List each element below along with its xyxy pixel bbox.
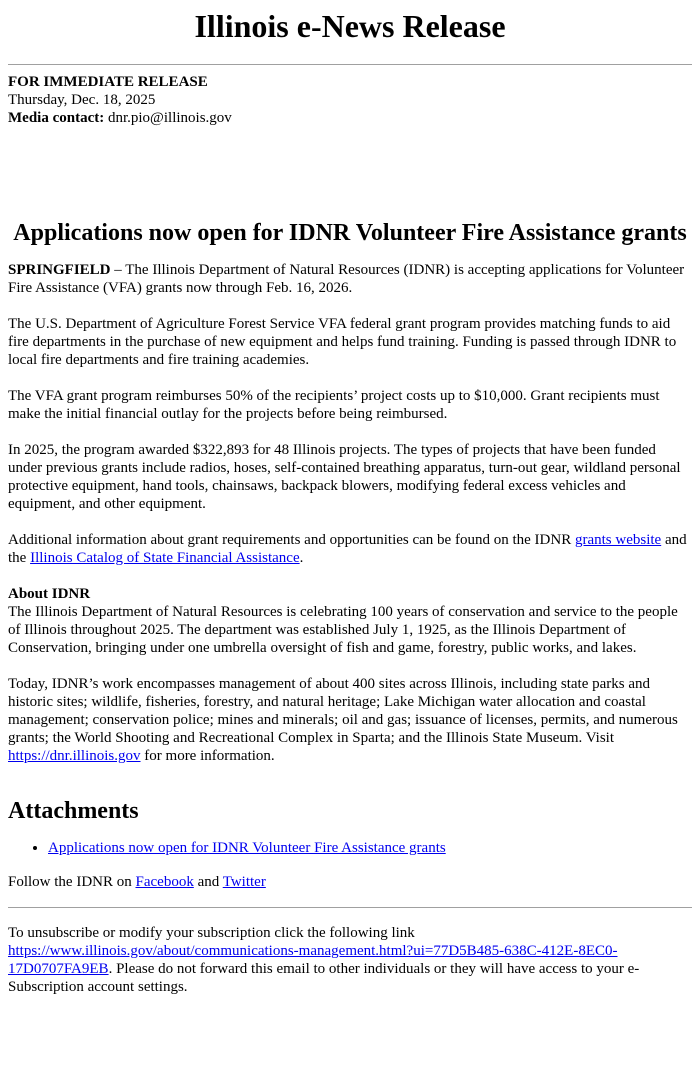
text-segment: .: [299, 550, 304, 566]
about-heading: About IDNR: [8, 586, 91, 602]
unsubscribe-note: [8, 924, 692, 996]
top-divider: [8, 64, 692, 65]
release-info: [8, 73, 692, 127]
article-paragraph: The VFA grant program reimburses 50% of the recipients’ project costs up to $10,000. Grant recipients must make the initial financial outlay for the projects before being reimbursed.: [8, 388, 660, 422]
article-headline: Applications now open for IDNR Volunteer Fire Assistance grants: [13, 220, 687, 246]
media-contact: [8, 109, 692, 127]
bottom-divider: [8, 907, 692, 908]
article-paragraph-links: [8, 531, 692, 567]
media-contact-email: dnr.pio@illinois.gov: [107, 110, 232, 126]
dnr-website-link[interactable]: https://dnr.illinois.gov: [8, 748, 141, 764]
text-segment: Today, IDNR’s work encompasses management of about 400 sites across Illinois, including state parks and historic sites; wildlife, fisheries, forestry, and natural heritage; Lake Michigan water allocation and coastal management; conservation police; mines and minerals; oil and gas; issuance of licenses, permits, and numerous grants; the World Shooting and Recreational Complex in Sparta; and the Illinois State Museum. Visit: [8, 676, 678, 746]
text-segment: Follow the IDNR on: [8, 874, 136, 890]
media-contact-label: Media contact:: [8, 110, 105, 126]
text-segment: Additional information about grant requirements and opportunities can be found on the IDNR: [8, 532, 575, 548]
text-segment: . Please do not forward this email to other individuals or they will have access to your e-Subscription account settings.: [8, 961, 640, 995]
text-segment: for more information.: [140, 748, 275, 764]
article-paragraph: The U.S. Department of Agriculture Forest Service VFA federal grant program provides matching funds to aid fire departments in the purchase of new equipment and helps fund training. Funding is passed through IDNR to local fire departments and fire training academies.: [8, 316, 677, 368]
unsubscribe-link[interactable]: https://www.illinois.gov/about/communications-management.html?ui=77D5B485-638C-412E-8EC0-17D0707FA9EB: [8, 943, 618, 977]
attachments-heading: Attachments: [8, 798, 139, 824]
text-segment: and the: [8, 532, 687, 566]
grants-website-link[interactable]: grants website: [574, 532, 662, 548]
email-body: [0, 8, 700, 996]
dateline: SPRINGFIELD: [8, 262, 111, 278]
attachment-link[interactable]: Applications now open for IDNR Volunteer Fire Assistance grants: [48, 840, 446, 856]
article-paragraph: In 2025, the program awarded $322,893 for 48 Illinois projects. The types of projects that have been funded under previous grants include radios, hoses, self-contained breathing apparatus, turn-out gear, wildland personal protective equipment, hand tools, chainsaws, backpack blowers, modifying federal excess vehicles and equipment, and other equipment.: [8, 442, 681, 512]
article-lead: [8, 261, 692, 297]
facebook-link[interactable]: Facebook: [135, 874, 194, 890]
list-item: [48, 839, 692, 857]
release-label: FOR IMMEDIATE RELEASE: [8, 74, 208, 90]
twitter-link[interactable]: Twitter: [222, 874, 266, 890]
lead-text: – The Illinois Department of Natural Resources (IDNR) is accepting applications for Volunteer Fire Assistance (VFA) grants now through Feb. 16, 2026.: [8, 262, 685, 296]
follow-line: [8, 873, 692, 891]
catalog-link[interactable]: Illinois Catalog of State Financial Assistance: [30, 550, 300, 566]
release-date: Thursday, Dec. 18, 2025: [8, 92, 156, 108]
text-segment: To unsubscribe or modify your subscription click the following link: [8, 925, 415, 941]
about-paragraph-links: [8, 675, 692, 765]
attachments-list: [8, 839, 692, 857]
about-paragraph: The Illinois Department of Natural Resources is celebrating 100 years of conservation and service to the people of Illinois throughout 2025. The department was established July 1, 1925, as the Illinois Department of Conservation, bringing under one umbrella oversight of fish and game, forestry, public works, and lakes.: [8, 604, 678, 656]
masthead-title: Illinois e-News Release: [194, 8, 506, 44]
text-segment: and: [193, 874, 223, 890]
